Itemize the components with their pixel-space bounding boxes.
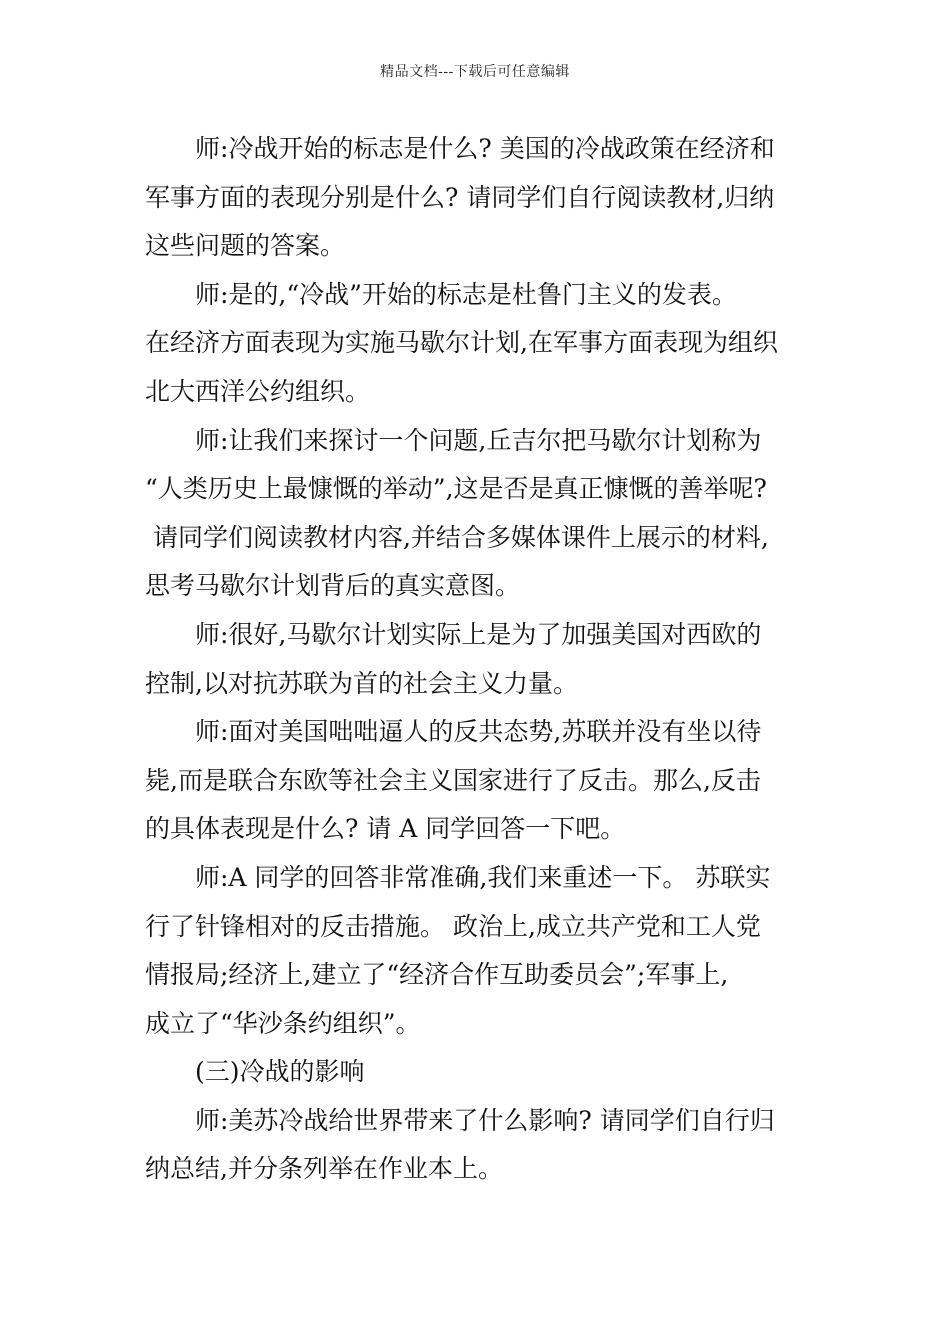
paragraph-line: “人类历史上最慷慨的举动”,这是否是真正慷慨的善举呢? bbox=[145, 474, 767, 504]
paragraph-line: 师:让我们来探讨一个问题,丘吉尔把马歇尔计划称为 bbox=[195, 425, 762, 455]
paragraph-line: 军事方面的表现分别是什么? 请同学们自行阅读教材,归纳 bbox=[145, 182, 775, 212]
paragraph-line: 思考马歇尔计划背后的真实意图。 bbox=[145, 571, 521, 601]
paragraph-line: 情报局;经济上,建立了“经济合作互助委员会”;军事上, bbox=[145, 960, 729, 990]
page-header: 精品文档---下载后可任意编辑 bbox=[380, 64, 570, 80]
paragraph-line: 控制,以对抗苏联为首的社会主义力量。 bbox=[145, 668, 578, 698]
paragraph-line: 在经济方面表现为实施马歇尔计划,在军事方面表现为组织 bbox=[145, 328, 778, 358]
paragraph-line: 师:是的,“冷战”开始的标志是杜鲁门主义的发表。 bbox=[195, 279, 737, 309]
document-body bbox=[145, 125, 813, 1194]
paragraph-line: 北大西洋公约组织。 bbox=[145, 376, 371, 406]
paragraph-line: 毙,而是联合东欧等社会主义国家进行了反击。那么,反击 bbox=[145, 765, 761, 795]
paragraph-line: 请同学们阅读教材内容,并结合多媒体课件上展示的材料, bbox=[145, 522, 769, 552]
paragraph-line: 成立了“华沙条约组织”。 bbox=[145, 1008, 421, 1038]
paragraph-line: 师:美苏冷战给世界带来了什么影响? 请同学们自行归 bbox=[195, 1105, 775, 1135]
paragraph-line: 师:面对美国咄咄逼人的反共态势,苏联并没有坐以待 bbox=[195, 717, 762, 747]
paragraph-line: 的具体表现是什么? 请 A 同学回答一下吧。 bbox=[145, 814, 626, 844]
paragraph-line: 这些问题的答案。 bbox=[145, 231, 346, 261]
paragraph-line: 纳总结,并分条列举在作业本上。 bbox=[145, 1154, 503, 1184]
paragraph-line: 师:很好,马歇尔计划实际上是为了加强美国对西欧的 bbox=[195, 619, 762, 649]
section-heading: (三)冷战的影响 bbox=[195, 1057, 365, 1087]
paragraph-line: 行了针锋相对的反击措施。 政治上,成立共产党和工人党 bbox=[145, 911, 761, 941]
paragraph-line: 师:冷战开始的标志是什么? 美国的冷战政策在经济和 bbox=[195, 134, 775, 163]
paragraph-line: 师:A 同学的回答非常准确,我们来重述一下。 苏联实 bbox=[195, 862, 771, 892]
